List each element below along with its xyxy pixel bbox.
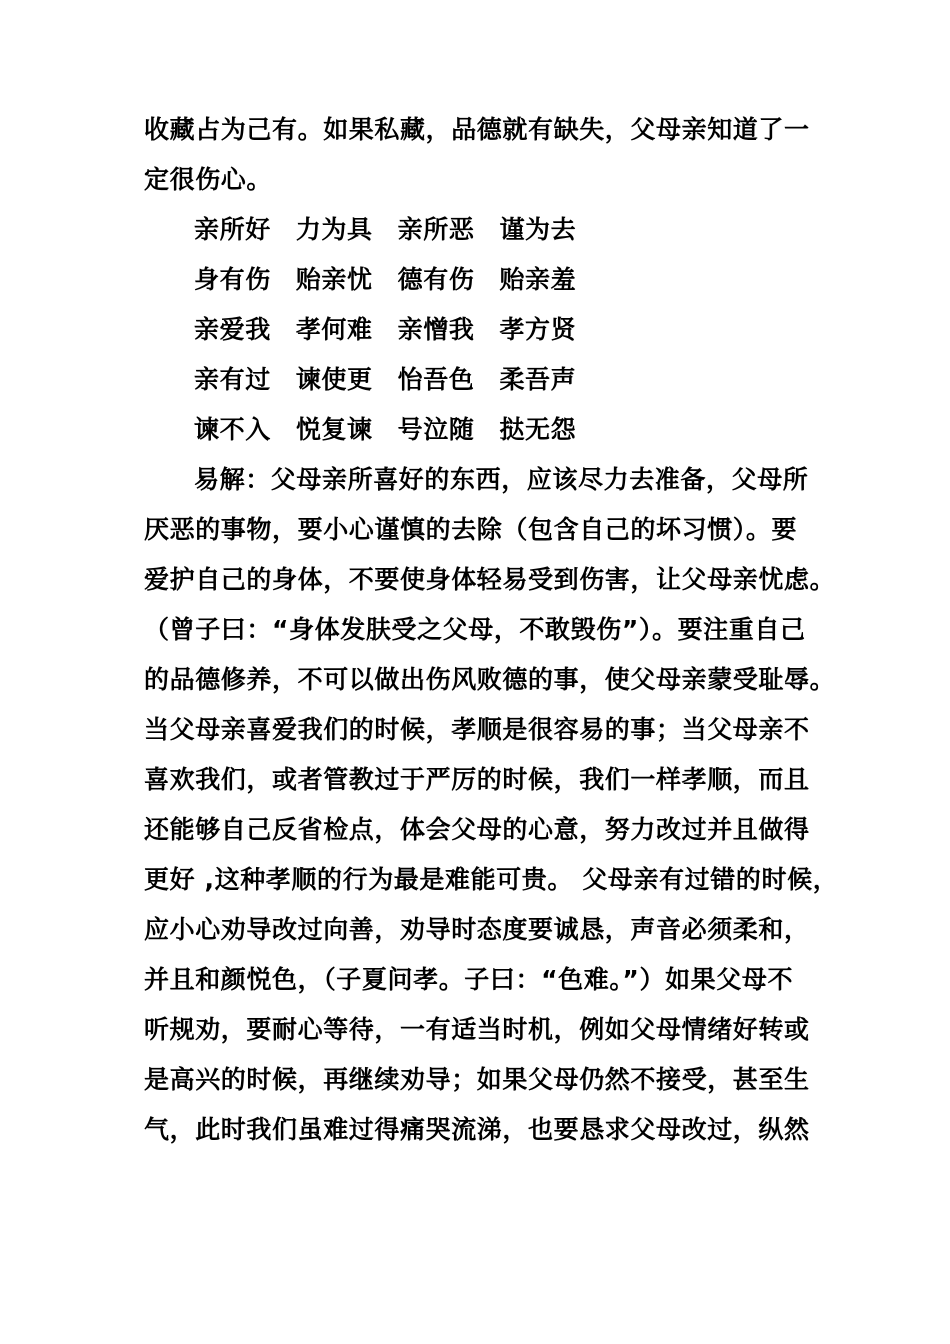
verse-phrase: 孝方贤 (499, 315, 577, 344)
verse-phrase: 谏不入 (194, 415, 271, 444)
explanation-line: 气，此时我们虽难过得痛哭流涕，也要恳求父母改过，纵然 (144, 1115, 810, 1144)
verse-phrase: 谨为去 (499, 215, 577, 244)
verse-phrase: 亲所恶 (397, 215, 475, 244)
explanation-line: 更好 ,这种孝顺的行为最是难能可贵。 父母亲有过错的时候， (144, 865, 839, 894)
explanation-line: 是高兴的时候，再继续劝导；如果父母仍然不接受，甚至生 (144, 1065, 810, 1094)
verse-phrase: 柔吾声 (499, 365, 577, 394)
explanation-line: 还能够自己反省检点，体会父母的心意，努力改过并且做得 (144, 815, 810, 844)
explanation-line: 听规劝，要耐心等待，一有适当时机，例如父母情绪好转或 (144, 1015, 810, 1044)
verse-line (144, 205, 814, 255)
verse-phrase: 谏使更 (295, 365, 373, 394)
explanation-line: （曾子曰：“身体发肤受之父母，不敢毁伤”）。要注重自己 (144, 615, 806, 644)
explanation-line: 应小心劝导改过向善，劝导时态度要诚恳，声音必须柔和， (144, 915, 810, 944)
explanation-line: 爱护自己的身体，不要使身体轻易受到伤害，让父母亲忧虑。 (144, 565, 836, 594)
explanation-line: 易解：父母亲所喜好的东西，应该尽力去准备，父母所 (194, 465, 809, 494)
verse-line (144, 255, 814, 305)
verse-phrase: 挞无怨 (499, 415, 577, 444)
explanation-line: 当父母亲喜爱我们的时候，孝顺是很容易的事；当父母亲不 (144, 715, 810, 744)
verse-phrase: 亲所好 (194, 215, 271, 244)
verse-phrase: 亲有过 (194, 365, 271, 394)
verse-line (144, 355, 814, 405)
verse-phrase: 贻亲羞 (499, 265, 577, 294)
explanation-line: 喜欢我们，或者管教过于严厉的时候，我们一样孝顺，而且 (144, 765, 810, 794)
verse-phrase: 贻亲忧 (295, 265, 373, 294)
verse-phrase: 孝何难 (295, 315, 373, 344)
verse-line (144, 305, 814, 355)
explanation-line: 并且和颜悦色，（子夏问孝。子曰：“色难。”）如果父母不 (144, 965, 794, 994)
verse-phrase: 亲爱我 (194, 315, 271, 344)
document-body (144, 105, 839, 1155)
verse-phrase: 怡吾色 (397, 365, 475, 394)
explanation-line: 的品德修养，不可以做出伤风败德的事，使父母亲蒙受耻辱。 (144, 665, 836, 694)
paragraph-line: 收藏占为己有。如果私藏，品德就有缺失，父母亲知道了一 (144, 115, 810, 144)
verse-line (144, 405, 814, 455)
explanation-line: 厌恶的事物，要小心谨慎的去除（包含自己的坏习惯）。要 (144, 515, 798, 544)
verse-phrase: 亲憎我 (397, 315, 475, 344)
verse-phrase: 力为具 (295, 215, 373, 244)
verse-phrase: 身有伤 (194, 265, 271, 294)
paragraph-line: 定很伤心。 (144, 165, 273, 194)
verse-phrase: 号泣随 (397, 415, 475, 444)
verse-phrase: 悦复谏 (295, 415, 373, 444)
verse-phrase: 德有伤 (397, 265, 475, 294)
